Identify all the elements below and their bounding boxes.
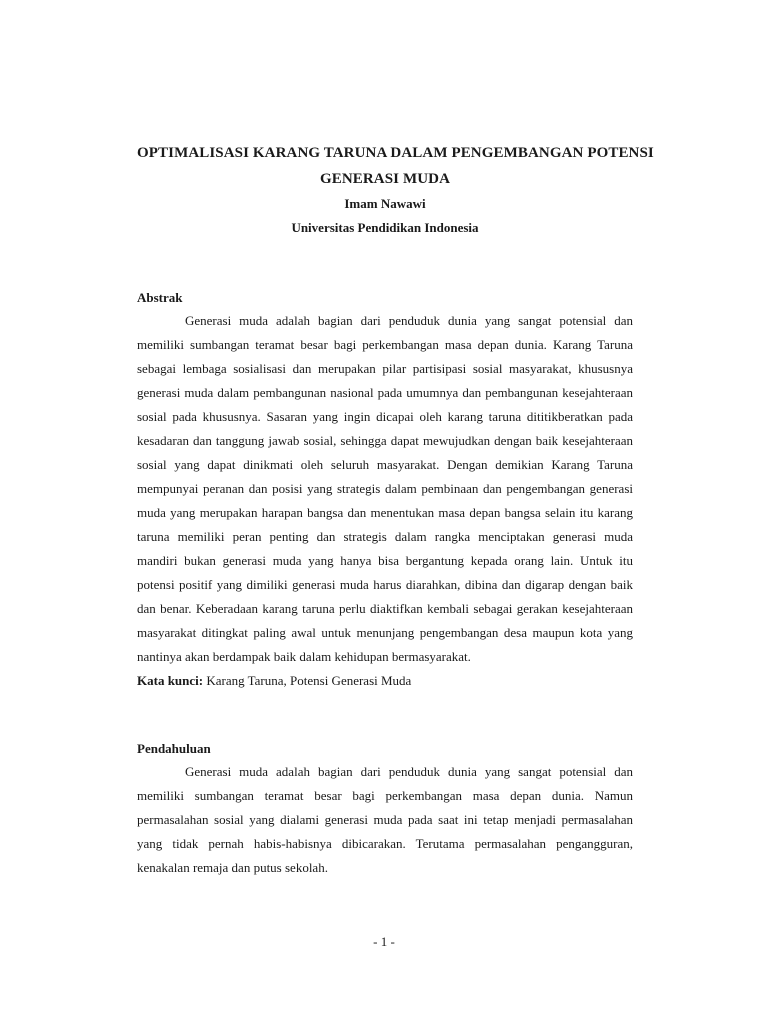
introduction-line: permasalahan sosial yang dialami generasi muda pada saat ini tetap menjadi permasalahan xyxy=(137,812,633,827)
abstract-line: sosial pada khususnya. Sasaran yang ingin dicapai oleh karang taruna dititikberatkan pada xyxy=(137,409,633,424)
abstract-line: sebagai lembaga sosialisasi dan merupakan pilar partisipasi sosial masyarakat, khususnya xyxy=(137,361,633,376)
abstract-body xyxy=(137,309,633,669)
abstract-line: mandiri bukan generasi muda yang hanya bisa bergantung kepada orang lain. Untuk itu xyxy=(137,553,633,568)
author-affiliation: Universitas Pendidikan Indonesia xyxy=(291,220,479,235)
introduction-line: memiliki sumbangan teramat besar bagi perkembangan masa depan dunia. Namun xyxy=(137,788,633,803)
abstract-line: dan benar. Keberadaan karang taruna perlu diaktifkan kembali sebagai gerakan kesejahteraan xyxy=(137,601,633,616)
title-line-2: GENERASI MUDA xyxy=(319,171,451,187)
keywords-label: Kata kunci: xyxy=(137,673,204,688)
abstract-line: sosial yang dapat dinikmati oleh seluruh masyarakat. Dengan demikian Karang Taruna xyxy=(137,457,633,472)
keywords xyxy=(137,669,633,693)
introduction-section xyxy=(137,738,633,880)
introduction-body xyxy=(137,760,633,880)
introduction-line: Generasi muda adalah bagian dari penduduk dunia yang sangat potensial dan xyxy=(185,764,633,779)
abstract-line: taruna memiliki peran penting dan strategis dalam rangka menciptakan generasi muda xyxy=(137,529,633,544)
introduction-line: kenakalan remaja dan putus sekolah. xyxy=(137,860,328,875)
title-block xyxy=(137,140,654,240)
page-number: - 1 - xyxy=(373,934,395,949)
abstract-line: potensi positif yang dimiliki generasi muda harus diarahkan, dibina dan digarap dengan baik xyxy=(137,577,633,592)
abstract-heading: Abstrak xyxy=(137,290,183,305)
abstract-line: kesadaran dan tanggung jawab sosial, sehingga dapat mewujudkan dengan baik kesejahteraan xyxy=(137,433,633,448)
introduction-line: yang tidak pernah habis-habisnya dibicarakan. Terutama permasalahan pengangguran, xyxy=(137,836,633,851)
keywords-value: Karang Taruna, Potensi Generasi Muda xyxy=(203,673,412,688)
abstract-line: muda yang merupakan harapan bangsa dan menentukan masa depan bangsa selain itu karang xyxy=(137,505,633,520)
abstract-line: mempunyai peranan dan posisi yang strategis dalam pembinaan dan pengembangan generasi xyxy=(137,481,633,496)
abstract-line: Generasi muda adalah bagian dari penduduk dunia yang sangat potensial dan xyxy=(185,313,633,328)
abstract-line: generasi muda dalam pembangunan nasional pada umumnya dan pembangunan kesejahteraan xyxy=(137,385,633,400)
introduction-heading: Pendahuluan xyxy=(137,741,211,756)
abstract-line: nantinya akan berdampak baik dalam kehidupan bermasyarakat. xyxy=(137,649,471,664)
abstract-line: masyarakat ditingkat paling awal untuk menunjang pengembangan desa maupun kota yang xyxy=(137,625,633,640)
abstract-section xyxy=(137,287,633,693)
abstract-line: memiliki sumbangan teramat besar bagi perkembangan masa depan dunia. Karang Taruna xyxy=(137,337,633,352)
author-name: Imam Nawawi xyxy=(344,196,426,211)
title-line-1: OPTIMALISASI KARANG TARUNA DALAM PENGEMBANGAN POTENSI xyxy=(137,145,654,161)
